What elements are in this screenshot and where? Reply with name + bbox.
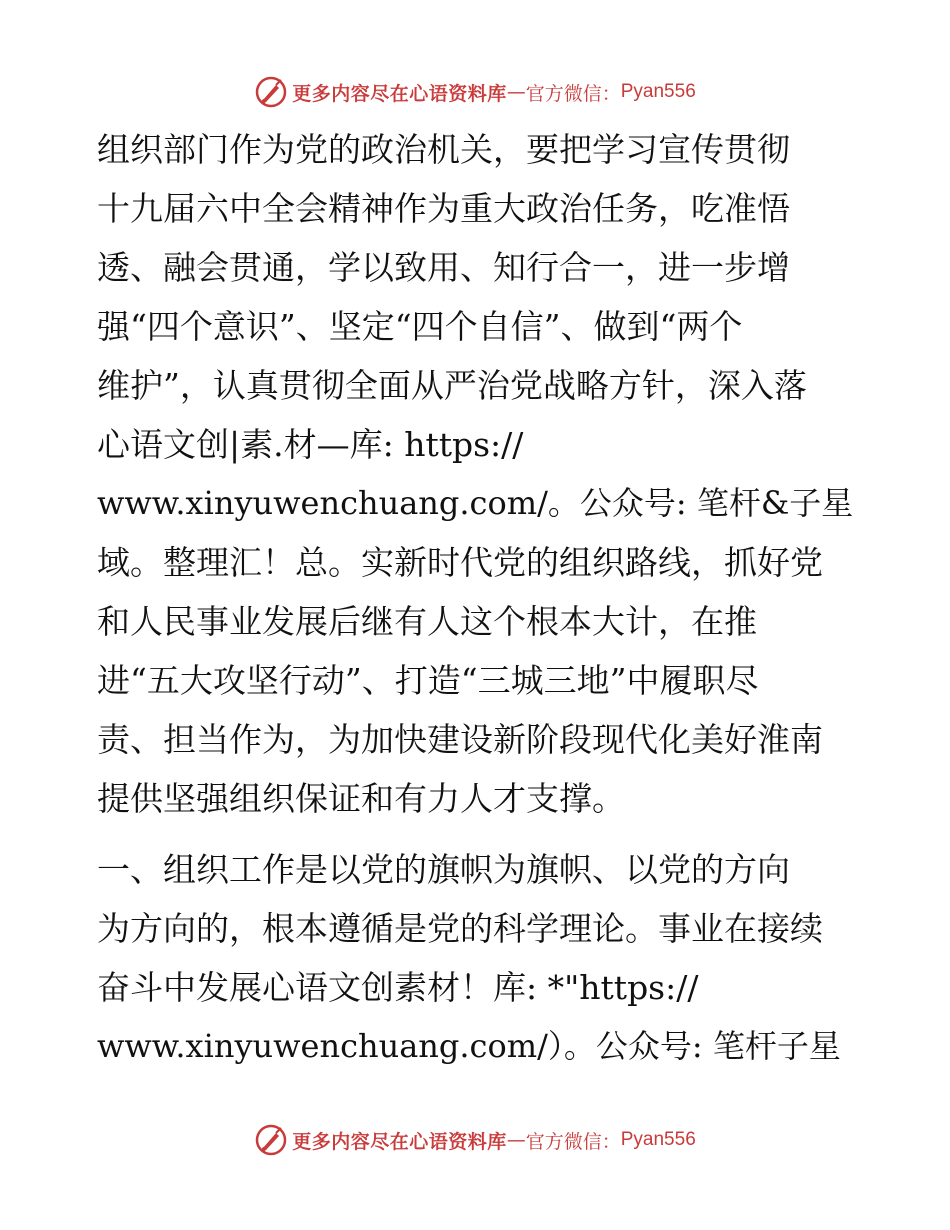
paragraph-spacer xyxy=(97,828,857,840)
text-line: 一、组织工作是以党的旗帜为旗帜、以党的方向 xyxy=(97,850,790,889)
text-line: 提供坚强组织保证和有力人才支撑。 xyxy=(97,779,625,818)
text-line: 为方向的，根本遵循是党的科学理论。事业在接续 xyxy=(97,909,823,948)
text-line: 强“四个意识”、坚定“四个自信”、做到“两个 xyxy=(97,307,743,346)
text-line: 维护”，认真贯彻全面从严治党战略方针，深入落 xyxy=(97,366,807,405)
banner-wechat-id: Pyan556 xyxy=(620,81,696,102)
text-line: www.xinyuwenchuang.com/。公众号: 笔杆&子星 xyxy=(97,484,854,522)
banner-wechat-id: Pyan556 xyxy=(620,1129,696,1150)
quill-pen-logo-icon xyxy=(254,75,288,109)
banner-wechat-label: 官方微信： xyxy=(525,82,621,105)
text-line: 域。整理汇！总。实新时代党的组织路线，抓好党 xyxy=(97,543,823,582)
text-line: 十九届六中全会精神作为重大政治任务，吃准悟 xyxy=(97,189,790,228)
paragraph-2 xyxy=(97,840,857,1076)
banner-slogan: 更多内容尽在心语资料库 xyxy=(292,82,507,105)
paragraph-1 xyxy=(97,120,857,828)
text-line: 责、担当作为，为加快建设新阶段现代化美好淮南 xyxy=(97,720,823,759)
quill-pen-logo-icon xyxy=(254,1123,288,1157)
banner-separator: — xyxy=(506,1129,526,1151)
text-line: 组织部门作为党的政治机关，要把学习宣传贯彻 xyxy=(97,130,790,169)
banner-wechat-label: 官方微信： xyxy=(525,1130,621,1153)
header-banner xyxy=(0,72,950,112)
banner-slogan: 更多内容尽在心语资料库 xyxy=(292,1130,507,1153)
banner-separator: — xyxy=(506,81,526,103)
footer-banner xyxy=(0,1120,950,1160)
text-line: www.xinyuwenchuang.com/）。公众号: 笔杆子星 xyxy=(97,1027,841,1065)
text-line: 心语文创|素.材—库: https:// xyxy=(97,425,524,464)
document-body xyxy=(97,120,857,1076)
text-line: 进“五大攻坚行动”、打造“三城三地”中履职尽 xyxy=(97,661,759,700)
text-line: 透、融会贯通，学以致用、知行合一，进一步增 xyxy=(97,248,790,287)
text-line: 奋斗中发展心语文创素材！库: *"https:// xyxy=(97,968,699,1007)
text-line: 和人民事业发展后继有人这个根本大计，在推 xyxy=(97,602,757,641)
